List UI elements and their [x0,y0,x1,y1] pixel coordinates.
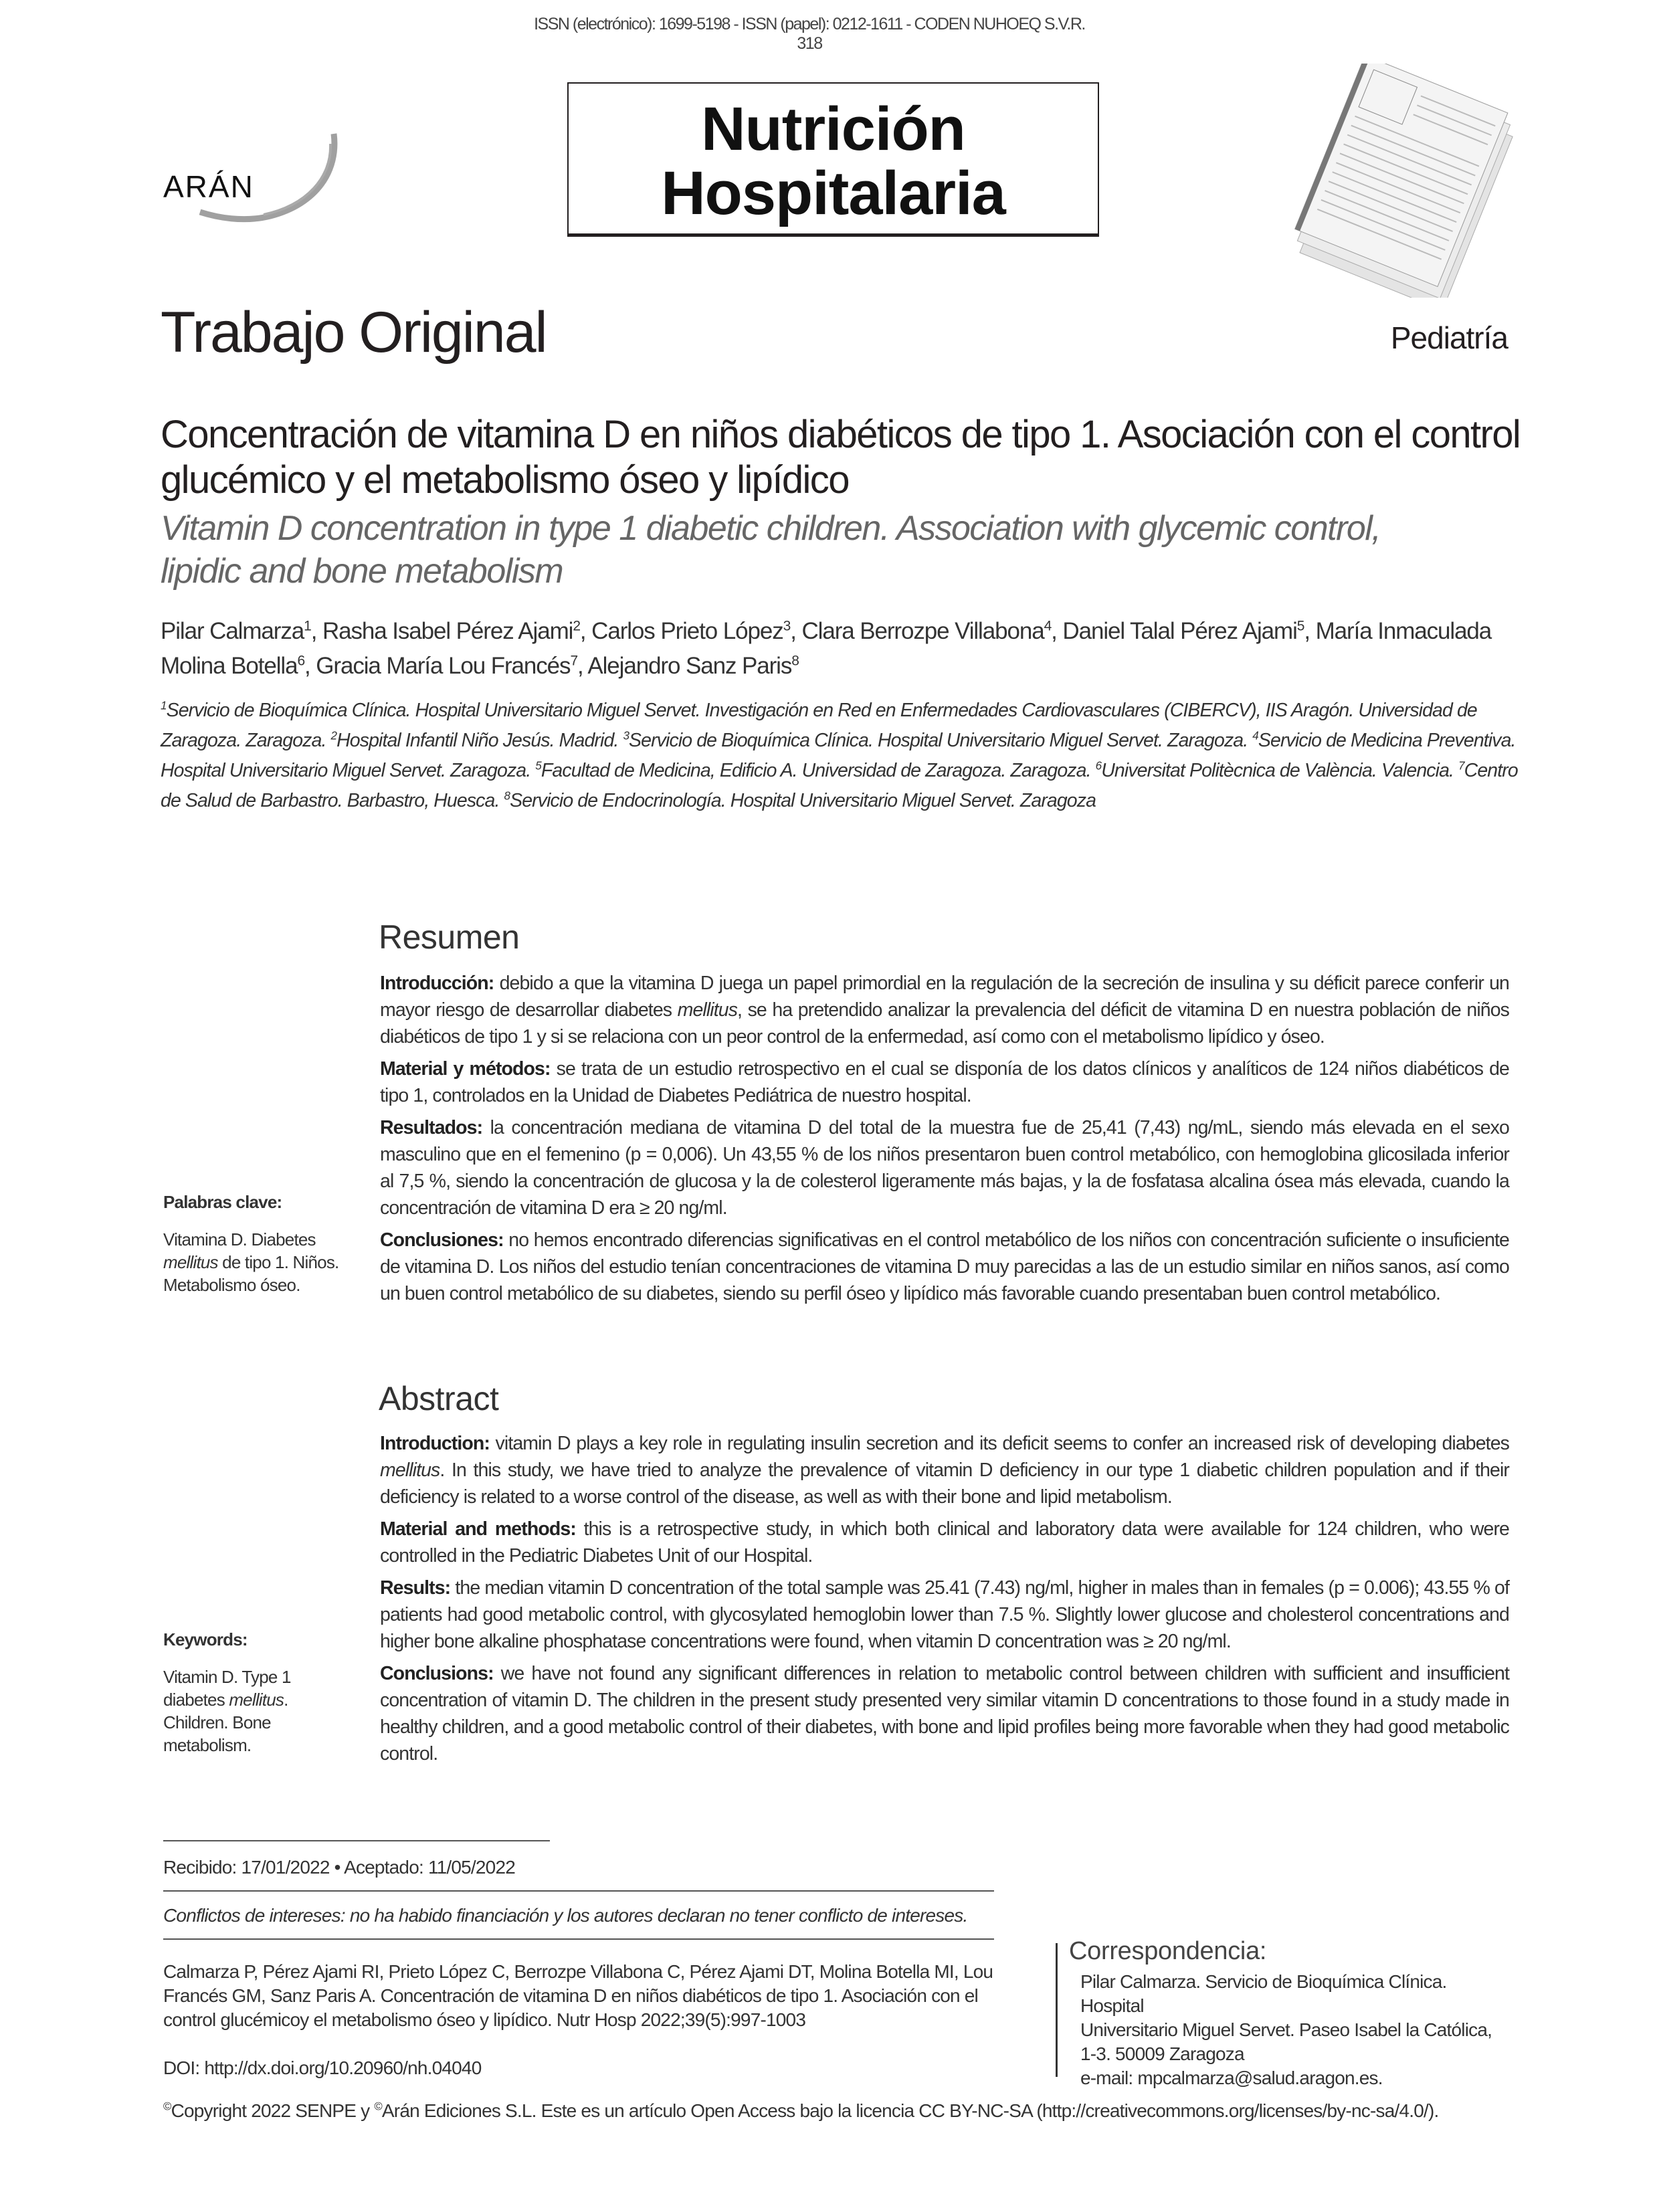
affiliation-number: 2 [330,729,337,742]
resumen-results [380,1114,1509,1221]
label: Introduction: [380,1433,490,1454]
label: Resultados: [380,1117,483,1138]
affiliation: Servicio de Bioquímica Clínica. Hospital Universitario Miguel Servet. Zaragoza. [629,730,1253,751]
divider [163,1938,994,1940]
italic: mellitus [380,1460,440,1481]
label: Material y métodos: [380,1058,551,1080]
keywords-label: Keywords: [163,1629,248,1649]
affiliation-number: 3 [623,729,629,742]
svg-text:ARÁN: ARÁN [163,169,254,204]
journal-title-line2: Hospitalaria [661,159,1005,227]
abstract-heading: Abstract [379,1380,499,1417]
author: Pilar Calmarza$^1$ [161,618,311,644]
author-affiliation-number: 7 [570,653,578,669]
copyright-text: Arán Ediciones S.L. Este es un artículo Open Access bajo la licencia CC BY-NC-SA (http://creativecommons.org/licenses/by-nc-sa/4.0/). [381,2100,1439,2121]
copyright-text: Copyright 2022 SENPE y [171,2100,375,2121]
italic: mellitus [677,999,738,1021]
abstract-intro [380,1430,1509,1510]
divider [163,1840,550,1841]
journal-cover-image [1283,64,1547,298]
affiliation: Servicio de Bioquímica Clínica. Hospital Universitario Miguel Servet. Investigación en Red en Enfermedades Cardiovasculares (CIBERCV), IIS Aragón. Universidad de Zaragoza. Zaragoza. [161,700,1477,751]
affiliation: Centro de Salud de Barbastro. Barbastro, Huesca. [161,760,1518,811]
correspondence-bar [1056,1943,1058,2077]
divider [163,1890,994,1892]
text: la concentración mediana de vitamina D del total de la muestra fue de 25,41 (7,43) ng/mL, siendo más elevada en el sexo masculino que en el femenino (p = 0,006). Un 43,55 % de los niños presentaron buen control metabólico, con hemoglobina glicosilada inferior al 7,5 %, siendo la concentración de glucosa y la de colesterol ligeramente más bajas, y la de fosfatasa alcalina ósea más elevada, cuando la concentración de vitamina D era ≥ 20 ng/ml. [380,1117,1509,1219]
doi-link[interactable]: DOI: http://dx.doi.org/10.20960/nh.04040 [163,2057,482,2078]
affiliation: Universitat Politècnica de València. Valencia. [1101,760,1459,781]
author: Carlos Prieto López$^3$ [591,618,791,644]
kw-italic: mellitus [229,1690,284,1710]
author-list: Pilar Calmarza$^1$, Rasha Isabel Pérez Ajami$^2$, Carlos Prieto López$^3$, Clara Berrozpe Villabona$^4$, Daniel Talal Pérez Ajami$^5$, María Inmaculada Molina Botella$^6$, Gracia María Lou Francés$^7$, Alejandro Sanz Paris$^8$ [161,618,1492,679]
label: Conclusions: [380,1663,494,1684]
text: no hemos encontrado diferencias significativas en el control metabólico de los niños con concentración suficiente o insuficiente de vitamina D. Los niños del estudio tenían concentraciones de vitamina D muy parecidas a las de un estudio similar en niños sanos, así como un buen control metabólico de su diabetes, siendo su perfil óseo y lipídico más favorable cuando presentaban buen control metabólico. [380,1229,1509,1304]
label: Results: [380,1577,451,1599]
text: this is a retrospective study, in which both clinical and laboratory data were available for 124 children, who were controlled in the Pediatric Diabetes Unit of our Hospital. [380,1518,1509,1567]
journal-title-line1: Nutrición [701,95,965,163]
author: María Inmaculada Molina Botella$^6$ [161,618,1492,679]
author-affiliation-number: 3 [783,618,791,634]
author: Rasha Isabel Pérez Ajami$^2$ [322,618,580,644]
affiliations [161,696,1525,816]
article-type: Trabajo Original [161,300,547,365]
author-affiliation-number: 5 [1296,618,1304,634]
text: . In this study, we have tried to analyze the prevalence of vitamin D deficiency in our type 1 diabetic children population and if their deficiency is related to a worse control of the disease, as well as with their bone and lipid metabolism. [380,1460,1509,1508]
copyright-symbol: © [374,2100,382,2113]
text: we have not found any significant differences in relation to metabolic control between children with sufficient and insufficient concentration of vitamin D. The children in the present study presented very similar vitamin D concentrations to those found in a study made in healthy children, and a good metabolic control of their diabetes, with bone and lipid profiles being more favorable when they had good metabolic control. [380,1663,1509,1765]
text: vitamin D plays a key role in regulating insulin secretion and its deficit seems to confer an increased risk of developing diabetes [490,1433,1509,1454]
kw-part: de tipo 1. Niños. Metabolismo óseo. [163,1252,339,1295]
kw-part: Vitamin D. Type 1 diabetes [163,1667,291,1710]
kw-part: . Children. Bone metabolism. [163,1690,288,1755]
keywords [163,1628,344,1756]
conflicts-of-interest: Conflictos de intereses: no ha habido financiación y los autores declaran no tener conflicto de intereses. [163,1905,968,1926]
section-label: Pediatría [1390,320,1508,355]
label: Material and methods: [380,1518,576,1540]
affiliation: Facultad de Medicina, Edificio A. Universidad de Zaragoza. Zaragoza. [541,760,1096,781]
correspondence-body [1080,1970,1495,2090]
affiliation-number: 1 [161,699,167,712]
author-affiliation-number: 8 [791,653,799,669]
correspondence-line: Pilar Calmarza. Servicio de Bioquímica Clínica. Hospital [1080,1971,1447,2016]
correspondence-heading: Correspondencia: [1069,1937,1267,1965]
resumen-methods [380,1055,1509,1109]
affiliation: Hospital Infantil Niño Jesús. Madrid. [336,730,623,751]
affiliation-number: 7 [1458,759,1464,773]
affiliation: Servicio de Endocrinología. Hospital Universitario Miguel Servet. Zaragoza [510,790,1096,811]
abstract-methods [380,1516,1509,1569]
palabras-clave [163,1191,344,1296]
resumen-heading: Resumen [379,918,520,956]
affiliation-number: 8 [504,789,510,803]
received-accepted-dates: Recibido: 17/01/2022 • Aceptado: 11/05/2022 [163,1857,515,1878]
resumen-body [380,970,1509,1312]
author: Gracia María Lou Francés$^7$ [316,653,578,679]
keywords-label: Palabras clave: [163,1192,282,1212]
copyright-symbol: © [163,2100,171,2113]
author: Clara Berrozpe Villabona$^4$ [801,618,1052,644]
text: se trata de un estudio retrospectivo en el cual se disponía de los datos clínicos y analíticos de 124 niños diabéticos de tipo 1, controlados en la Unidad de Diabetes Pediátrica de nuestro hospital. [380,1058,1509,1106]
kw-italic: mellitus [163,1252,218,1272]
resumen-conclusions [380,1227,1509,1307]
issn-line: ISSN (electrónico): 1699-5198 - ISSN (papel): 0212-1611 - CODEN NUHOEQ S.V.R. 318 [534,15,1085,53]
label: Conclusiones: [380,1229,504,1251]
abstract-results [380,1575,1509,1655]
affiliation: Servicio de Medicina Preventiva. Hospital Universitario Miguel Servet. Zaragoza. [161,730,1516,781]
journal-title-box [567,82,1099,237]
abstract-body [380,1430,1509,1773]
keywords-text [163,1666,344,1756]
keywords-text [163,1228,344,1296]
copyright [163,2100,1535,2122]
text: the median vitamin D concentration of the total sample was 25.41 (7.43) ng/ml, higher in males than in females (p = 0.006); 43.55 % of patients had good metabolic control, with glycosylated hemoglobin lower than 7.5 %. Slightly lower glucose and cholesterol concentrations and higher bone alkaline phosphatase concentrations were found, when vitamin D concentration was ≥ 20 ng/ml. [380,1577,1509,1652]
citation: Calmarza P, Pérez Ajami RI, Prieto López C, Berrozpe Villabona C, Pérez Ajami DT, Molina Botella MI, Lou Francés GM, Sanz Paris A. Concentración de vitamina D en niños diabéticos de tipo 1. Asociación con el control glucémicoy el metabolismo óseo y lipídico. Nutr Hosp 2022;39(5):997-1003 [163,1961,993,2030]
author-affiliation-number: 1 [304,618,311,634]
author-affiliation-number: 4 [1044,618,1052,634]
text: debido a que la vitamina D juega un papel primordial en la regulación de la secreción de insulina y su déficit parece conferir un mayor riesgo de desarrollar diabetes [380,973,1509,1021]
title-spanish: Concentración de vitamina D en niños diabéticos de tipo 1. Asociación con el control glucémico y el metabolismo óseo y lipídico [161,413,1521,502]
correspondence-email[interactable]: e-mail: mpcalmarza@salud.aragon.es. [1080,2068,1383,2088]
label: Introducción: [380,973,494,994]
aran-logo [163,130,344,231]
resumen-intro [380,970,1509,1050]
title-english: Vitamin D concentration in type 1 diabetic children. Association with glycemic control, lipidic and bone metabolism [161,509,1381,591]
kw-part: Vitamina D. Diabetes [163,1229,316,1249]
author: Alejandro Sanz Paris$^8$ [587,653,799,679]
affiliation-number: 4 [1252,729,1258,742]
author-affiliation-number: 2 [573,618,580,634]
abstract-conclusions [380,1660,1509,1767]
text: , se ha pretendido analizar la prevalencia del déficit de vitamina D en nuestra población de niños diabéticos de tipo 1 y si se relaciona con un peor control de la enfermedad, así como con el metabolismo lipídico y óseo. [380,999,1510,1047]
author: Daniel Talal Pérez Ajami$^5$ [1062,618,1304,644]
affiliation-number: 5 [535,759,541,773]
correspondence-line: Universitario Miguel Servet. Paseo Isabel la Católica, [1080,2019,1492,2040]
correspondence-line: 1-3. 50009 Zaragoza [1080,2043,1244,2064]
affiliation-number: 6 [1095,759,1102,773]
author-affiliation-number: 6 [297,653,305,669]
